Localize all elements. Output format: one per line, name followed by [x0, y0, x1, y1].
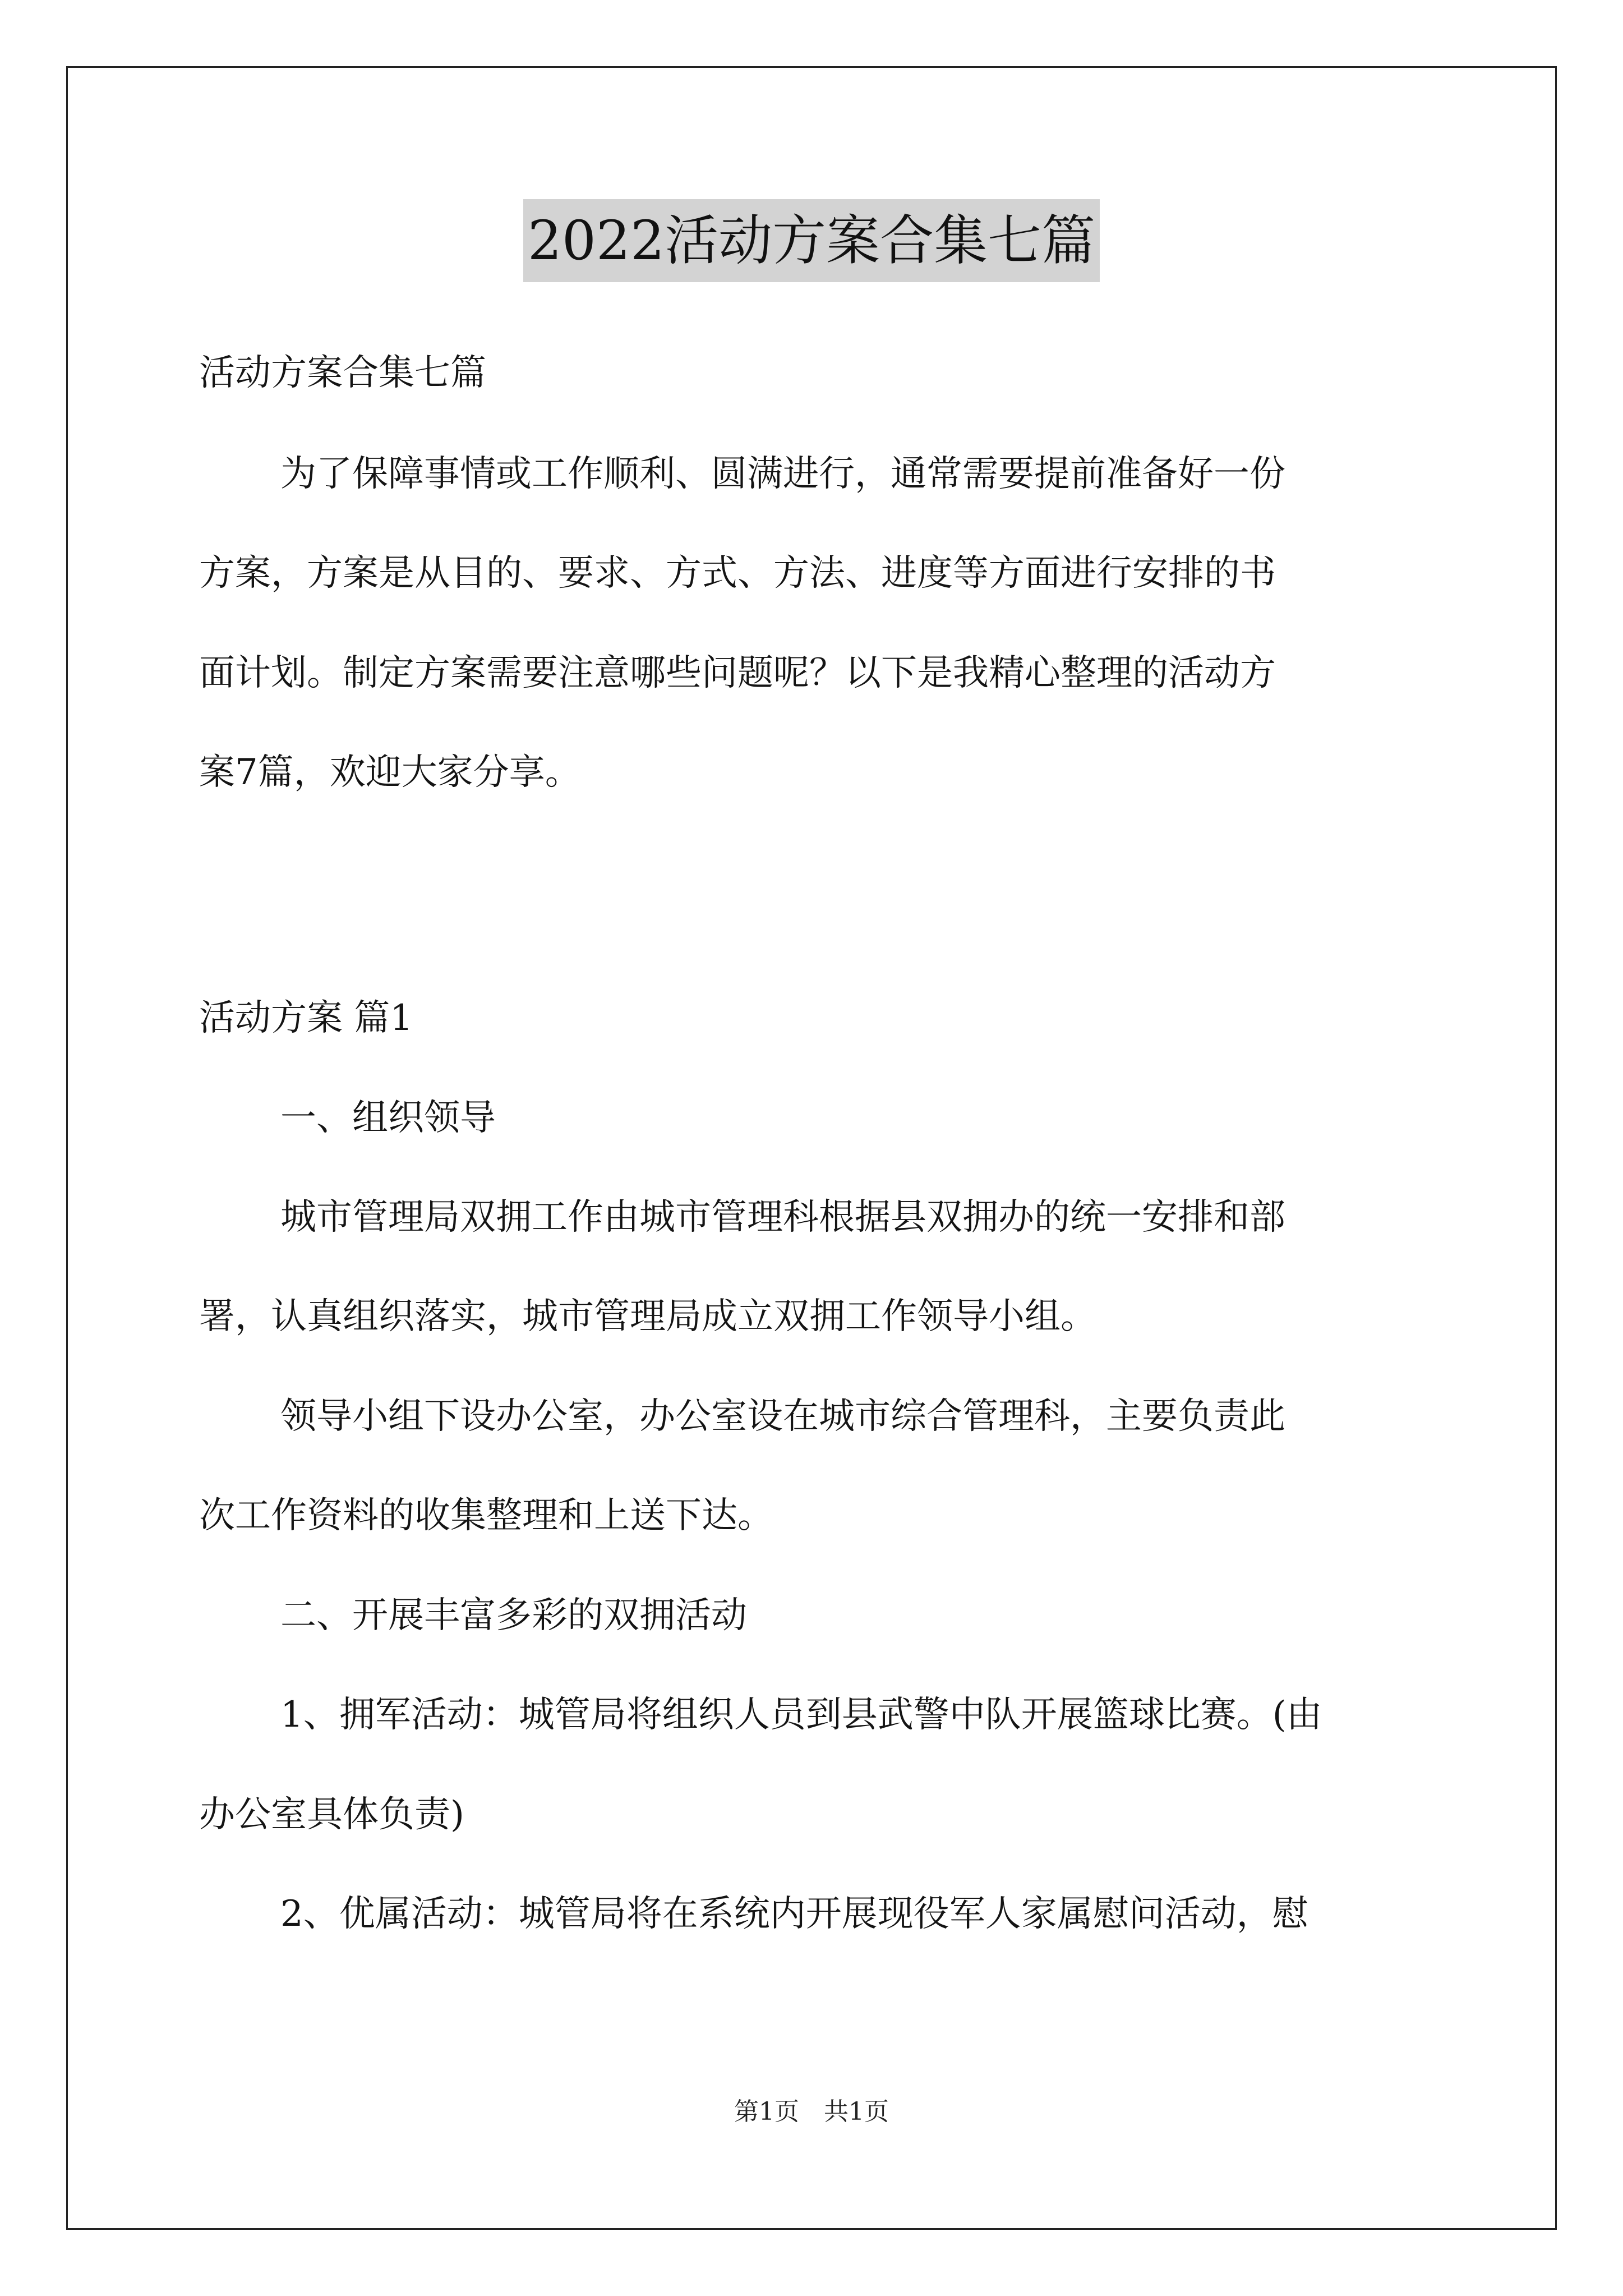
intro-line-4: 案7篇，欢迎大家分享。 — [199, 752, 581, 793]
intro-line-1: 为了保障事情或工作顺利、圆满进行，通常需要提前准备好一份 — [280, 453, 1285, 495]
part2-heading: 二、开展丰富多彩的双拥活动 — [280, 1595, 747, 1636]
item1-line-1: 1、拥军活动：城管局将组织人员到县武警中队开展篮球比赛。(由 — [280, 1694, 1322, 1736]
part1-para1-line-2: 署，认真组织落实，城市管理局成立双拥工作领导小组。 — [199, 1296, 1096, 1337]
section-heading: 活动方案 篇1 — [199, 997, 413, 1039]
intro-line-2: 方案，方案是从目的、要求、方式、方法、进度等方面进行安排的书 — [199, 553, 1276, 594]
intro-line-3: 面计划。制定方案需要注意哪些问题呢？以下是我精心整理的活动方 — [199, 652, 1276, 694]
document-subtitle: 活动方案合集七篇 — [199, 352, 486, 394]
part1-heading: 一、组织领导 — [280, 1097, 496, 1139]
page-current: 第1页 — [734, 2097, 799, 2126]
title-container — [0, 199, 1623, 282]
page-total: 共1页 — [824, 2097, 889, 2126]
page-footer — [0, 2095, 1623, 2129]
document-title: 2022活动方案合集七篇 — [523, 199, 1100, 282]
part1-para2-line-2: 次工作资料的收集整理和上送下达。 — [199, 1495, 773, 1536]
item1-line-2: 办公室具体负责) — [199, 1794, 464, 1835]
item2-line-1: 2、优属活动：城管局将在系统内开展现役军人家属慰问活动，慰 — [280, 1893, 1308, 1935]
part1-para1-line-1: 城市管理局双拥工作由城市管理科根据县双拥办的统一安排和部 — [280, 1197, 1285, 1238]
part1-para2-line-1: 领导小组下设办公室，办公室设在城市综合管理科，主要负责此 — [280, 1396, 1285, 1437]
